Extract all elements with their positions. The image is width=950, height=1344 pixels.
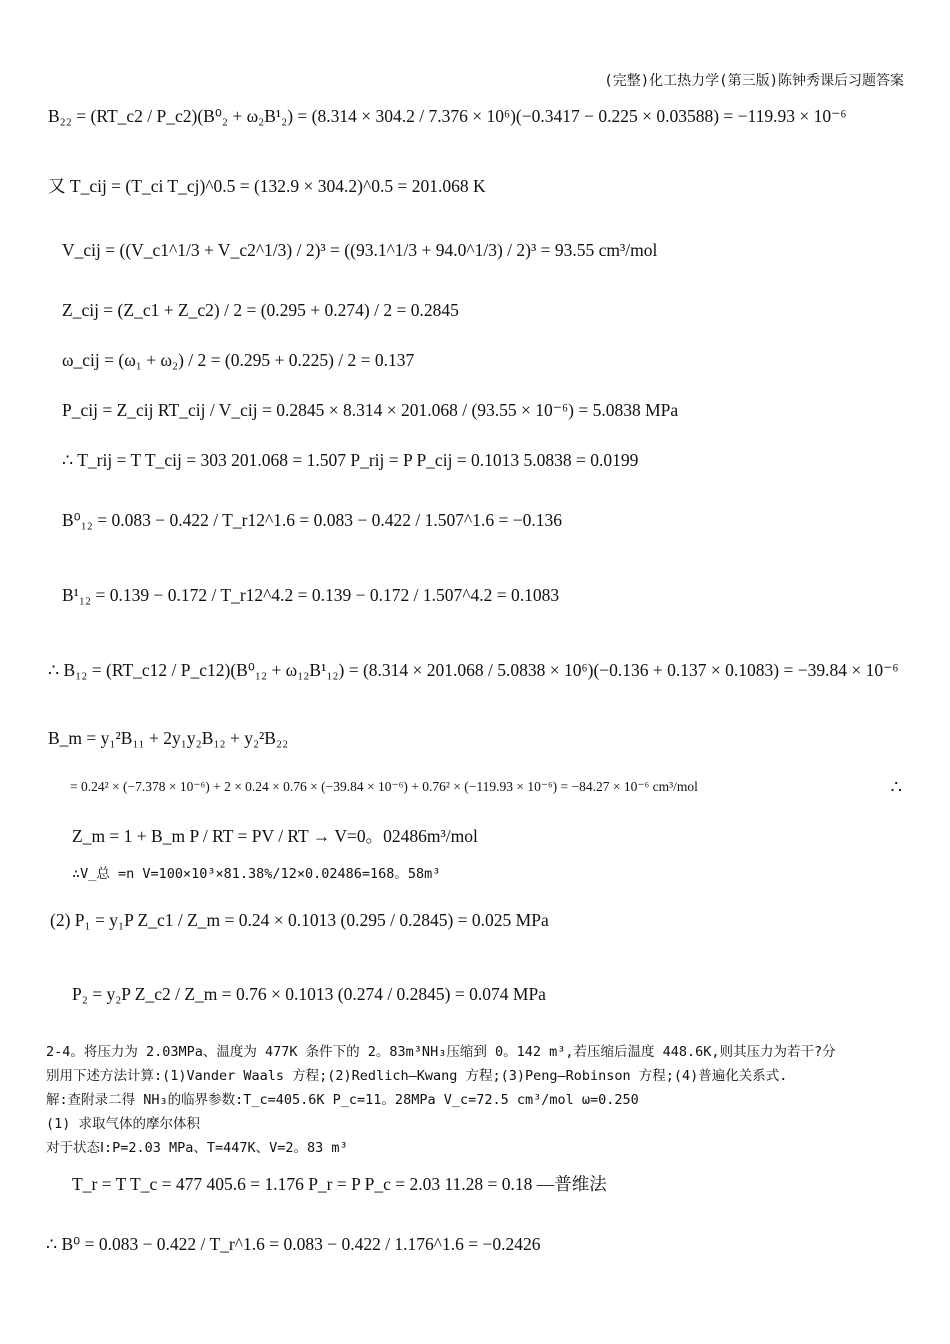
solution-step-1: (1) 求取气体的摩尔体积 [46, 1116, 201, 1132]
equation-omega-cij: ω_cij = (ω₁ + ω₂) / 2 = (0.295 + 0.225) / 2 = 0.137 [62, 350, 415, 370]
equation-zm: Z_m = 1 + B_m P / RT = PV / RT → V=0。02486m³/mol [72, 826, 478, 846]
equation-reduced-state-1: T_r = T T_c = 477 405.6 = 1.176 P_r = P P_c = 2.03 11.28 = 0.18 —普维法 [72, 1174, 607, 1194]
equation-zcij: Z_cij = (Z_c1 + Z_c2) / 2 = (0.295 + 0.274) / 2 = 0.2845 [62, 300, 459, 320]
equation-b1-12: B¹₁₂ = 0.139 − 0.172 / T_r12^4.2 = 0.139 − 0.172 / 1.507^4.2 = 0.1083 [62, 585, 560, 605]
therefore-mark: ∴ [890, 777, 902, 797]
page-header: (完整)化工热力学(第三版)陈钟秀课后习题答案 [604, 73, 904, 89]
equation-pcij: P_cij = Z_cij RT_cij / V_cij = 0.2845 × 8.314 × 201.068 / (93.55 × 10⁻⁶) = 5.0838 MPa [62, 400, 679, 420]
equation-b22: B₂₂ = (RT_c2 / P_c2)(B⁰₂ + ω₂B¹₂) = (8.314 × 304.2 / 7.376 × 10⁶)(−0.3417 − 0.225 × 0.03588) = −119.93 × 10⁻⁶ [48, 106, 847, 126]
problem-statement-line2: 别用下述方法计算:(1)Vander Waals 方程;(2)Redlich—Kwang 方程;(3)Peng—Robinson 方程;(4)普遍化关系式. [46, 1068, 788, 1084]
solution-state-1: 对于状态Ⅰ:P=2.03 MPa、T=447K、V=2。83 m³ [46, 1140, 348, 1156]
equation-b0-state-1: ∴ B⁰ = 0.083 − 0.422 / T_r^1.6 = 0.083 − 0.422 / 1.176^1.6 = −0.2426 [46, 1234, 541, 1254]
equation-bm: B_m = y₁²B₁₁ + 2y₁y₂B₁₂ + y₂²B₂₂ [48, 728, 289, 748]
equation-tcij: 又 T_cij = (T_ci T_cj)^0.5 = (132.9 × 304.2)^0.5 = 201.068 K [48, 176, 486, 196]
equation-b0-12: B⁰₁₂ = 0.083 − 0.422 / T_r12^1.6 = 0.083 − 0.422 / 1.507^1.6 = −0.136 [62, 510, 562, 530]
equation-reduced-params: ∴ T_rij = T T_cij = 303 201.068 = 1.507 P_rij = P P_cij = 0.1013 5.0838 = 0.0199 [62, 450, 639, 470]
solution-critical-params: 解:查附录二得 NH₃的临界参数:T_c=405.6K P_c=11。28MPa V_c=72.5 cm³/mol ω=0.250 [46, 1092, 639, 1108]
problem-statement-line1: 2-4。将压力为 2.03MPa、温度为 477K 条件下的 2。83m³NH₃压缩到 0。142 m³,若压缩后温度 448.6K,则其压力为若干?分 [46, 1044, 836, 1060]
equation-vcij: V_cij = ((V_c1^1/3 + V_c2^1/3) / 2)³ = ((93.1^1/3 + 94.0^1/3) / 2)³ = 93.55 cm³/mol [62, 240, 658, 260]
equation-bm-value: = 0.24² × (−7.378 × 10⁻⁶) + 2 × 0.24 × 0.76 × (−39.84 × 10⁻⁶) + 0.76² × (−119.93 × 10⁻⁶) = −84.27 × 10⁻⁶ cm³/mol [70, 779, 698, 794]
equation-p1: (2) P₁ = y₁P Z_c1 / Z_m = 0.24 × 0.1013 (0.295 / 0.2845) = 0.025 MPa [50, 910, 549, 930]
equation-b12: ∴ B₁₂ = (RT_c12 / P_c12)(B⁰₁₂ + ω₁₂B¹₁₂) = (8.314 × 201.068 / 5.0838 × 10⁶)(−0.136 + 0.137 × 0.1083) = −39.84 × 10⁻⁶ [48, 660, 899, 680]
equation-p2: P₂ = y₂P Z_c2 / Z_m = 0.76 × 0.1013 (0.274 / 0.2845) = 0.074 MPa [72, 984, 546, 1004]
equation-total-volume: ∴V_总 =n V=100×10³×81.38%/12×0.02486=168。58m³ [72, 866, 441, 882]
